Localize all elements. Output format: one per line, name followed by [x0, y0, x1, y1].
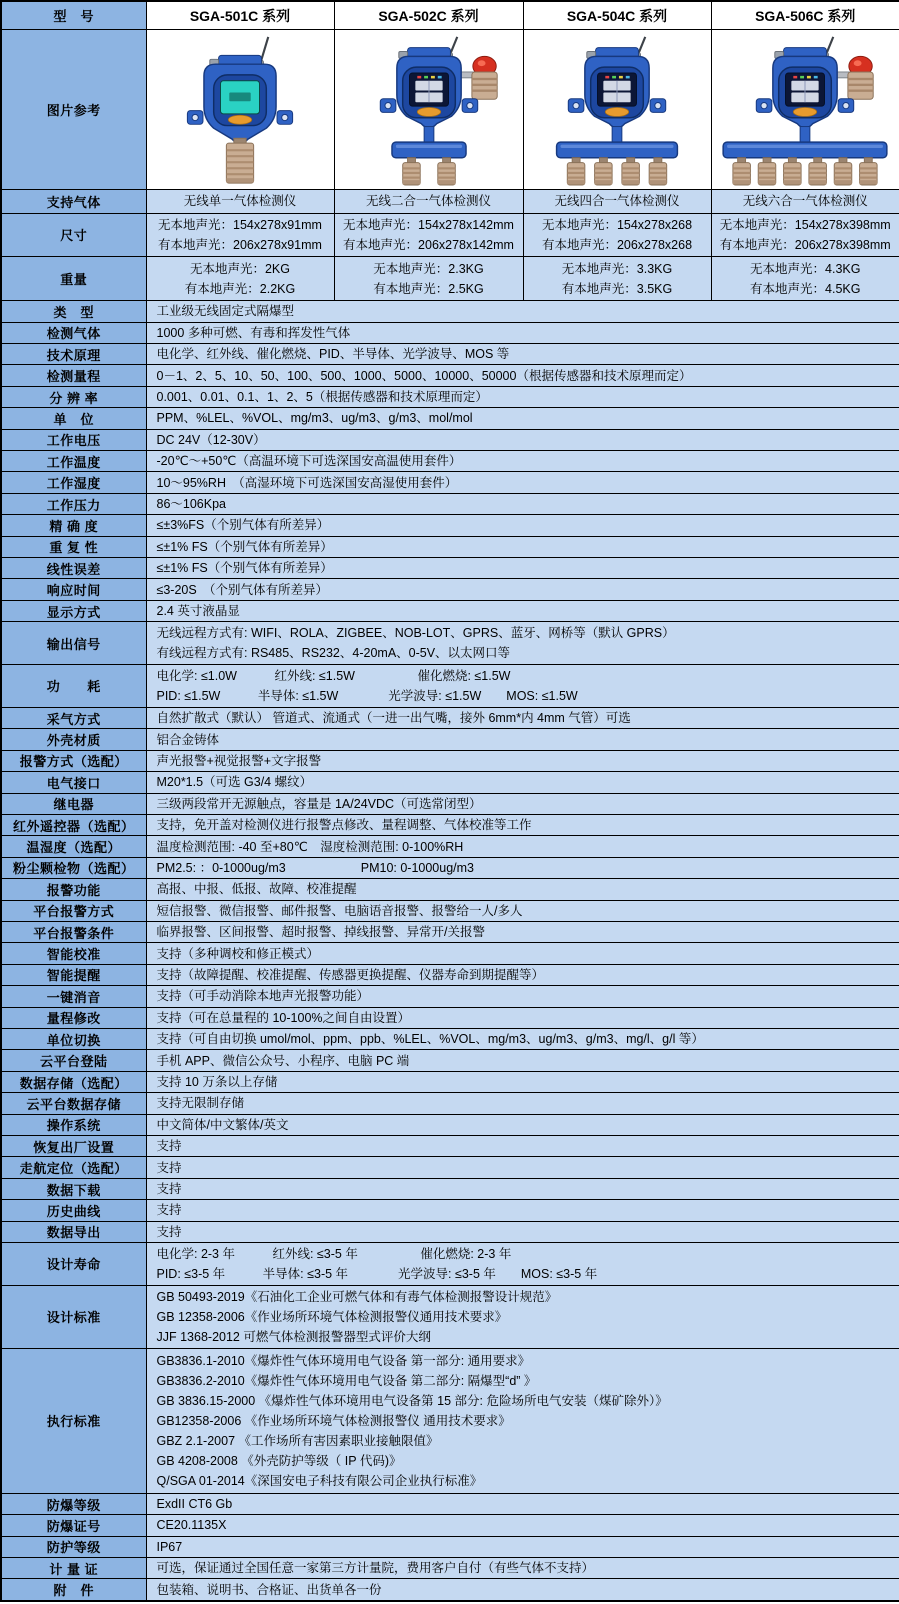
spec-row-34 — [1, 1071, 899, 1092]
spec-value-cell — [146, 1221, 899, 1242]
spec-row-15 — [1, 622, 899, 665]
spec-value-line: CE20.1135X — [156, 1518, 227, 1533]
row-label: 检测量程 — [1, 365, 146, 386]
row-label: 报警方式（选配） — [1, 750, 146, 771]
spec-row-8 — [1, 472, 899, 493]
row-label: 工作电压 — [1, 429, 146, 450]
spec-value-line: 支持（多种调校和修正模式） — [156, 946, 320, 961]
spec-value-line: 支持 — [156, 1224, 182, 1239]
spec-row-17 — [1, 707, 899, 728]
gas-sensor-probe-icon — [758, 158, 776, 185]
sga-502c-image-cell — [334, 30, 523, 190]
spec-row-30 — [1, 986, 899, 1007]
spec-row-12 — [1, 558, 899, 579]
row-label: 防护等级 — [1, 1536, 146, 1557]
row-label: 报警功能 — [1, 879, 146, 900]
row-label: 线性误差 — [1, 558, 146, 579]
spec-row-45 — [1, 1493, 899, 1514]
row-label: 重 复 性 — [1, 536, 146, 557]
spec-value-cell — [146, 429, 899, 450]
model-header-0: SGA-501C 系列 — [146, 1, 334, 30]
spec-value-cell — [146, 986, 899, 1007]
spec-value-line: 0－1、2、5、10、50、100、500、1000、5000、10000、50000（根据传感器和技术原理而定） — [156, 368, 692, 383]
compare-value-cell — [711, 257, 899, 301]
spec-row-27 — [1, 921, 899, 942]
gas-sensor-probe-icon — [733, 158, 751, 185]
spec-value-line: 86～106Kpa — [156, 497, 227, 512]
row-label-image: 图片参考 — [1, 30, 146, 190]
spec-value-line: 短信报警、微信报警、邮件报警、电脑语音报警、报警给一人/多人 — [156, 903, 523, 918]
spec-value-cell — [146, 301, 899, 322]
spec-value-line: 临界报警、区间报警、超时报警、掉线报警、异常开/关报警 — [156, 925, 485, 940]
compare-value-cell — [523, 213, 711, 257]
compare-value-line: 无本地声光：4.3KG — [750, 261, 861, 276]
row-label: 支持气体 — [1, 190, 146, 213]
spec-row-7 — [1, 451, 899, 472]
row-label: 温湿度（选配） — [1, 836, 146, 857]
compare-value-line: 无本地声光：154x278x91mm — [158, 217, 322, 232]
spec-value-line: PID: ≤3-5 年 半导体: ≤3-5 年 光学波导: ≤3-5 年 MOS: ≤3-5 年 — [156, 1266, 598, 1281]
compare-value-line: 有本地声光：206x278x268 — [541, 237, 693, 252]
spec-row-33 — [1, 1050, 899, 1071]
compare-value-cell — [334, 190, 523, 213]
spec-row-5 — [1, 408, 899, 429]
spec-value-cell — [146, 1007, 899, 1028]
spec-value-line: ≤±1% FS（个别气体有所差异） — [156, 561, 333, 576]
spec-value-cell — [146, 1558, 899, 1579]
spec-value-cell — [146, 451, 899, 472]
spec-row-9 — [1, 493, 899, 514]
row-label: 数据导出 — [1, 1221, 146, 1242]
spec-value-line: GB 3836.15-2000 《爆炸性气体环境用电气设备第 15 部分: 危险场所电气安装（煤矿除外）》 — [156, 1393, 668, 1408]
row-label: 数据下载 — [1, 1178, 146, 1199]
spec-value-line: ≤±1% FS（个别气体有所差异） — [156, 539, 333, 554]
compare-value-cell — [523, 190, 711, 213]
row-label: 防爆等级 — [1, 1493, 146, 1514]
model-header-2: SGA-504C 系列 — [523, 1, 711, 30]
row-label: 检测气体 — [1, 322, 146, 343]
spec-value-line: ExdII CT6 Gb — [156, 1497, 233, 1512]
spec-value-line: 支持 — [156, 1182, 182, 1197]
sga-504c-device-image — [524, 32, 711, 187]
spec-value-line: 铝合金铸体 — [156, 732, 220, 747]
spec-value-cell — [146, 472, 899, 493]
spec-value-line: 支持 — [156, 1160, 182, 1175]
row-label: 设计寿命 — [1, 1243, 146, 1286]
spec-value-line: DC 24V（12-30V） — [156, 432, 266, 447]
spec-row-20 — [1, 772, 899, 793]
spec-value-line: PM2.5: ：0-1000ug/m3 PM10: 0-1000ug/m3 — [156, 860, 474, 875]
spec-value-cell — [146, 943, 899, 964]
row-label: 数据存储（选配） — [1, 1071, 146, 1092]
row-label: 分 辨 率 — [1, 386, 146, 407]
spec-row-4 — [1, 386, 899, 407]
spec-value-line: Q/SGA 01-2014《深国安电子科技有限公司企业执行标准》 — [156, 1473, 483, 1488]
spec-value-cell — [146, 921, 899, 942]
spec-value-line: GB3836.1-2010《爆炸性气体环境用电气设备 第一部分: 通用要求》 — [156, 1353, 531, 1368]
gas-sensor-probe-icon — [784, 158, 802, 185]
compare-value-line: 无本地声光：2KG — [189, 261, 290, 276]
spec-row-28 — [1, 943, 899, 964]
spec-row-23 — [1, 836, 899, 857]
compare-value-cell — [146, 213, 334, 257]
spec-row-2 — [1, 343, 899, 364]
spec-row-37 — [1, 1136, 899, 1157]
spec-value-line: PPM、%LEL、%VOL、mg/m3、ug/m3、g/m3、mol/mol — [156, 411, 473, 426]
spec-value-cell — [146, 343, 899, 364]
compare-value-cell — [146, 190, 334, 213]
compare-value-cell — [711, 190, 899, 213]
row-label: 技术原理 — [1, 343, 146, 364]
spec-value-line: 电化学: ≤1.0W 红外线: ≤1.5W 催化燃烧: ≤1.5W — [156, 668, 511, 683]
spec-value-cell — [146, 750, 899, 771]
spec-value-line: JJF 1368-2012 可燃气体检测报警器型式评价大纲 — [156, 1329, 431, 1344]
spec-value-cell — [146, 665, 899, 708]
row-label: 显示方式 — [1, 600, 146, 621]
row-label: 尺寸 — [1, 213, 146, 257]
row-label-model: 型 号 — [1, 1, 146, 30]
spec-value-cell — [146, 1071, 899, 1092]
compare-value-line: 有本地声光：206x278x398mm — [719, 237, 891, 252]
row-label: 响应时间 — [1, 579, 146, 600]
spec-value-line: 2.4 英寸液晶显 — [156, 604, 240, 619]
spec-value-cell — [146, 622, 899, 665]
row-label: 工作压力 — [1, 493, 146, 514]
compare-value-line: 有本地声光：3.5KG — [561, 281, 673, 296]
compare-value-line: 无线四合一气体检测仪 — [554, 194, 680, 209]
compare-value-line: 无线单一气体检测仪 — [183, 194, 297, 209]
spec-value-line: 支持无限制存储 — [156, 1096, 245, 1111]
spec-value-line: 电化学: 2-3 年 红外线: ≤3-5 年 催化燃烧: 2-3 年 — [156, 1246, 512, 1261]
compare-value-cell — [334, 257, 523, 301]
spec-row-32 — [1, 1028, 899, 1049]
spec-value-cell — [146, 365, 899, 386]
row-label: 电气接口 — [1, 772, 146, 793]
spec-row-3 — [1, 365, 899, 386]
spec-value-line: 中文简体/中文繁体/英文 — [156, 1117, 289, 1132]
row-label: 精 确 度 — [1, 515, 146, 536]
spec-value-cell — [146, 1243, 899, 1286]
spec-value-line: 三级两段常开无源触点，容量是 1A/24VDC（可选常闭型） — [156, 796, 482, 811]
row-label: 执行标准 — [1, 1349, 146, 1494]
gas-sensor-probe-icon — [567, 158, 585, 185]
row-label: 恢复出厂设置 — [1, 1136, 146, 1157]
row-label: 量程修改 — [1, 1007, 146, 1028]
compare-row-0 — [1, 190, 899, 213]
gas-sensor-probe-icon — [622, 158, 640, 185]
spec-value-cell — [146, 1093, 899, 1114]
gas-sensor-probe-icon — [595, 158, 613, 185]
spec-row-19 — [1, 750, 899, 771]
spec-row-18 — [1, 729, 899, 750]
row-label: 平台报警方式 — [1, 900, 146, 921]
sga-506c-device-illustration — [712, 33, 898, 186]
spec-row-24 — [1, 857, 899, 878]
spec-value-cell — [146, 1349, 899, 1494]
spec-value-line: 支持 — [156, 1139, 182, 1154]
row-label: 云平台数据存储 — [1, 1093, 146, 1114]
gas-sensor-probe-icon — [402, 158, 420, 185]
row-label: 外壳材质 — [1, 729, 146, 750]
spec-value-line: 电化学、红外线、催化燃烧、PID、半导体、光学波导、MOS 等 — [156, 347, 510, 362]
manifold-bar — [557, 142, 678, 158]
spec-row-31 — [1, 1007, 899, 1028]
spec-value-line: 支持，免开盖对检测仪进行报警点修改、量程调整、气体校准等工作 — [156, 818, 532, 833]
spec-row-10 — [1, 515, 899, 536]
sga-501c-image-cell — [146, 30, 334, 190]
spec-value-line: 包装箱、说明书、合格证、出货单各一份 — [156, 1582, 382, 1597]
spec-value-line: PID: ≤1.5W 半导体: ≤1.5W 光学波导: ≤1.5W MOS: ≤1.5W — [156, 688, 578, 703]
compare-value-line: 无本地声光：3.3KG — [561, 261, 673, 276]
compare-value-cell — [334, 213, 523, 257]
model-header-row — [1, 1, 899, 30]
spec-value-line: 工业级无线固定式隔爆型 — [156, 304, 295, 319]
spec-value-line: -20℃～+50℃（高温环境下可选深国安高温使用套件） — [156, 454, 462, 469]
row-label: 设计标准 — [1, 1285, 146, 1348]
spec-value-line: 有线远程方式有: RS485、RS232、4-20mA、0-5V、以太网口等 — [156, 646, 511, 661]
row-label: 附 件 — [1, 1579, 146, 1601]
spec-value-line: 手机 APP、微信公众号、小程序、电脑 PC 端 — [156, 1053, 410, 1068]
spec-value-cell — [146, 1114, 899, 1135]
spec-row-39 — [1, 1178, 899, 1199]
manifold-bar — [391, 142, 465, 158]
spec-value-cell — [146, 900, 899, 921]
compare-value-line: 无本地声光：154x278x142mm — [343, 217, 514, 232]
spec-row-26 — [1, 900, 899, 921]
spec-value-cell — [146, 1200, 899, 1221]
model-header-3: SGA-506C 系列 — [711, 1, 899, 30]
spec-row-44 — [1, 1349, 899, 1494]
spec-value-cell — [146, 493, 899, 514]
compare-value-cell — [523, 257, 711, 301]
spec-value-cell — [146, 1050, 899, 1071]
compare-value-line: 无本地声光：2.3KG — [373, 261, 484, 276]
row-label: 走航定位（选配） — [1, 1157, 146, 1178]
spec-value-line: GB 12358-2006《作业场所环境气体检测报警仪通用技术要求》 — [156, 1309, 508, 1324]
compare-value-line: 无本地声光：154x278x268 — [541, 217, 693, 232]
spec-value-cell — [146, 1285, 899, 1348]
spec-value-line: 1000 多种可燃、有毒和挥发性气体 — [156, 325, 351, 340]
row-label: 云平台登陆 — [1, 1050, 146, 1071]
spec-row-14 — [1, 600, 899, 621]
spec-row-21 — [1, 793, 899, 814]
sga-502c-device-image — [335, 32, 523, 187]
spec-value-line: 无线远程方式有: WIFI、ROLA、ZIGBEE、NOB-LOT、GPRS、蓝牙、网桥等（默认 GPRS） — [156, 626, 675, 641]
spec-value-line: GB3836.2-2010《爆炸性气体环境用电气设备 第二部分: 隔爆型“d” 》 — [156, 1373, 537, 1388]
spec-row-22 — [1, 814, 899, 835]
compare-value-line: 有本地声光：2.5KG — [373, 281, 484, 296]
spec-value-line: 支持（可在总量程的 10-100%之间自由设置） — [156, 1010, 411, 1025]
gas-sensor-probe-icon — [809, 158, 827, 185]
spec-row-42 — [1, 1243, 899, 1286]
row-label: 功 耗 — [1, 665, 146, 708]
spec-row-13 — [1, 579, 899, 600]
row-label: 类 型 — [1, 301, 146, 322]
spec-value-cell — [146, 515, 899, 536]
row-label: 工作温度 — [1, 451, 146, 472]
row-label: 防爆证号 — [1, 1515, 146, 1536]
compare-value-cell — [146, 257, 334, 301]
gas-sensor-probe-icon — [437, 158, 455, 185]
compare-row-2 — [1, 257, 899, 301]
spec-value-line: 声光报警+视觉报警+文字报警 — [156, 753, 322, 768]
compare-row-1 — [1, 213, 899, 257]
spec-value-line: IP67 — [156, 1539, 183, 1554]
row-label: 粉尘颗检物（选配） — [1, 857, 146, 878]
row-label: 智能提醒 — [1, 964, 146, 985]
spec-row-35 — [1, 1093, 899, 1114]
gas-sensor-probe-icon — [649, 158, 667, 185]
spec-value-cell — [146, 600, 899, 621]
compare-value-line: 无本地声光：154x278x398mm — [719, 217, 891, 232]
spec-value-cell — [146, 793, 899, 814]
spec-value-cell — [146, 1515, 899, 1536]
spec-value-cell — [146, 558, 899, 579]
spec-value-line: 自然扩散式（默认） 管道式、流通式（一进一出气嘴，接外 6mm*内 4mm 气管）可选 — [156, 711, 631, 726]
spec-value-cell — [146, 814, 899, 835]
sga-501c-device-illustration — [147, 33, 333, 186]
sga-502c-device-illustration — [336, 33, 522, 186]
spec-value-line: M20*1.5（可选 G3/4 螺纹） — [156, 775, 313, 790]
spec-row-46 — [1, 1515, 899, 1536]
spec-row-47 — [1, 1536, 899, 1557]
sga-504c-image-cell — [523, 30, 711, 190]
spec-value-cell — [146, 1493, 899, 1514]
spec-value-cell — [146, 857, 899, 878]
spec-value-line: GBZ 2.1-2007 《工作场所有害因素职业接触限值》 — [156, 1433, 439, 1448]
sga-501c-device-image — [147, 32, 334, 187]
spec-row-1 — [1, 322, 899, 343]
row-label: 继电器 — [1, 793, 146, 814]
spec-value-line: 温度检测范围: -40 至+80℃ 湿度检测范围: 0-100%RH — [156, 839, 464, 854]
gas-sensor-probe-icon — [226, 138, 253, 183]
spec-value-line: 10～95%RH （高湿环境下可选深国安高湿使用套件） — [156, 475, 458, 490]
row-label: 计 量 证 — [1, 1558, 146, 1579]
spec-value-cell — [146, 1028, 899, 1049]
spec-value-cell — [146, 772, 899, 793]
compare-value-line: 有本地声光：206x278x91mm — [158, 237, 322, 252]
spec-value-cell — [146, 536, 899, 557]
spec-row-41 — [1, 1221, 899, 1242]
spec-value-cell — [146, 729, 899, 750]
spec-row-40 — [1, 1200, 899, 1221]
row-label: 输出信号 — [1, 622, 146, 665]
sga-506c-image-cell — [711, 30, 899, 190]
spec-value-cell — [146, 1579, 899, 1601]
row-label: 单 位 — [1, 408, 146, 429]
spec-value-cell — [146, 1157, 899, 1178]
spec-row-38 — [1, 1157, 899, 1178]
spec-value-line: 0.001、0.01、0.1、1、2、5（根据传感器和技术原理而定） — [156, 390, 488, 404]
row-label: 历史曲线 — [1, 1200, 146, 1221]
spec-row-49 — [1, 1579, 899, 1601]
spec-value-cell — [146, 579, 899, 600]
spec-row-29 — [1, 964, 899, 985]
image-reference-row — [1, 30, 899, 190]
spec-value-cell — [146, 408, 899, 429]
row-label: 一键消音 — [1, 986, 146, 1007]
spec-row-16 — [1, 665, 899, 708]
manifold-bar — [723, 142, 887, 158]
spec-value-cell — [146, 386, 899, 407]
compare-value-line: 有本地声光：2.2KG — [184, 281, 296, 296]
model-header-1: SGA-502C 系列 — [334, 1, 523, 30]
compare-value-line: 无线六合一气体检测仪 — [742, 194, 868, 209]
spec-row-25 — [1, 879, 899, 900]
spec-value-line: 支持（可手动消除本地声光报警功能） — [156, 989, 370, 1004]
row-label: 红外遥控器（选配） — [1, 814, 146, 835]
row-label: 智能校准 — [1, 943, 146, 964]
spec-value-cell — [146, 836, 899, 857]
spec-value-cell — [146, 1536, 899, 1557]
sga-506c-device-image — [712, 32, 899, 187]
row-label: 操作系统 — [1, 1114, 146, 1135]
spec-row-0 — [1, 301, 899, 322]
spec-value-line: ≤±3%FS（个别气体有所差异） — [156, 518, 330, 533]
compare-value-line: 无线二合一气体检测仪 — [365, 194, 491, 209]
spec-value-cell — [146, 879, 899, 900]
spec-value-line: 高报、中报、低报、故障、校准提醒 — [156, 882, 357, 897]
sga-504c-device-illustration — [524, 33, 710, 186]
spec-value-line: GB 50493-2019《石油化工企业可燃气体和有毒气体检测报警设计规范》 — [156, 1289, 558, 1304]
row-label: 单位切换 — [1, 1028, 146, 1049]
spec-value-line: ≤3-20S （个别气体有所差异） — [156, 582, 328, 597]
spec-value-line: 支持（故障提醒、校准提醒、传感器更换提醒、仪器寿命到期提醒等） — [156, 967, 545, 982]
spec-value-line: 可选，保证通过全国任意一家第三方计量院，费用客户自付（有些气体不支持） — [156, 1561, 595, 1576]
gas-sensor-probe-icon — [834, 158, 852, 185]
row-label: 工作湿度 — [1, 472, 146, 493]
spec-value-cell — [146, 322, 899, 343]
row-label: 采气方式 — [1, 707, 146, 728]
compare-value-cell — [711, 213, 899, 257]
compare-value-line: 有本地声光：206x278x142mm — [343, 237, 514, 252]
spec-value-line: GB 4208-2008 《外壳防护等级（ IP 代码)》 — [156, 1453, 402, 1468]
gas-sensor-probe-icon — [860, 158, 878, 185]
row-label: 重量 — [1, 257, 146, 301]
spec-value-line: 支持（可自由切换 umol/mol、ppm、ppb、%LEL、%VOL、mg/m3、ug/m3、g/m3、mg/l、g/l 等） — [156, 1032, 704, 1047]
spec-row-6 — [1, 429, 899, 450]
spec-value-line: 支持 10 万条以上存储 — [156, 1075, 278, 1089]
spec-row-48 — [1, 1558, 899, 1579]
compare-value-line: 有本地声光：4.5KG — [750, 281, 861, 296]
spec-row-11 — [1, 536, 899, 557]
spec-value-cell — [146, 707, 899, 728]
spec-row-36 — [1, 1114, 899, 1135]
row-label: 平台报警条件 — [1, 921, 146, 942]
spec-value-line: 支持 — [156, 1203, 182, 1218]
spec-row-43 — [1, 1285, 899, 1348]
spec-value-cell — [146, 964, 899, 985]
spec-value-cell — [146, 1178, 899, 1199]
spec-value-cell — [146, 1136, 899, 1157]
spec-value-line: GB12358-2006 《作业场所环境气体检测报警仪 通用技术要求》 — [156, 1413, 511, 1428]
